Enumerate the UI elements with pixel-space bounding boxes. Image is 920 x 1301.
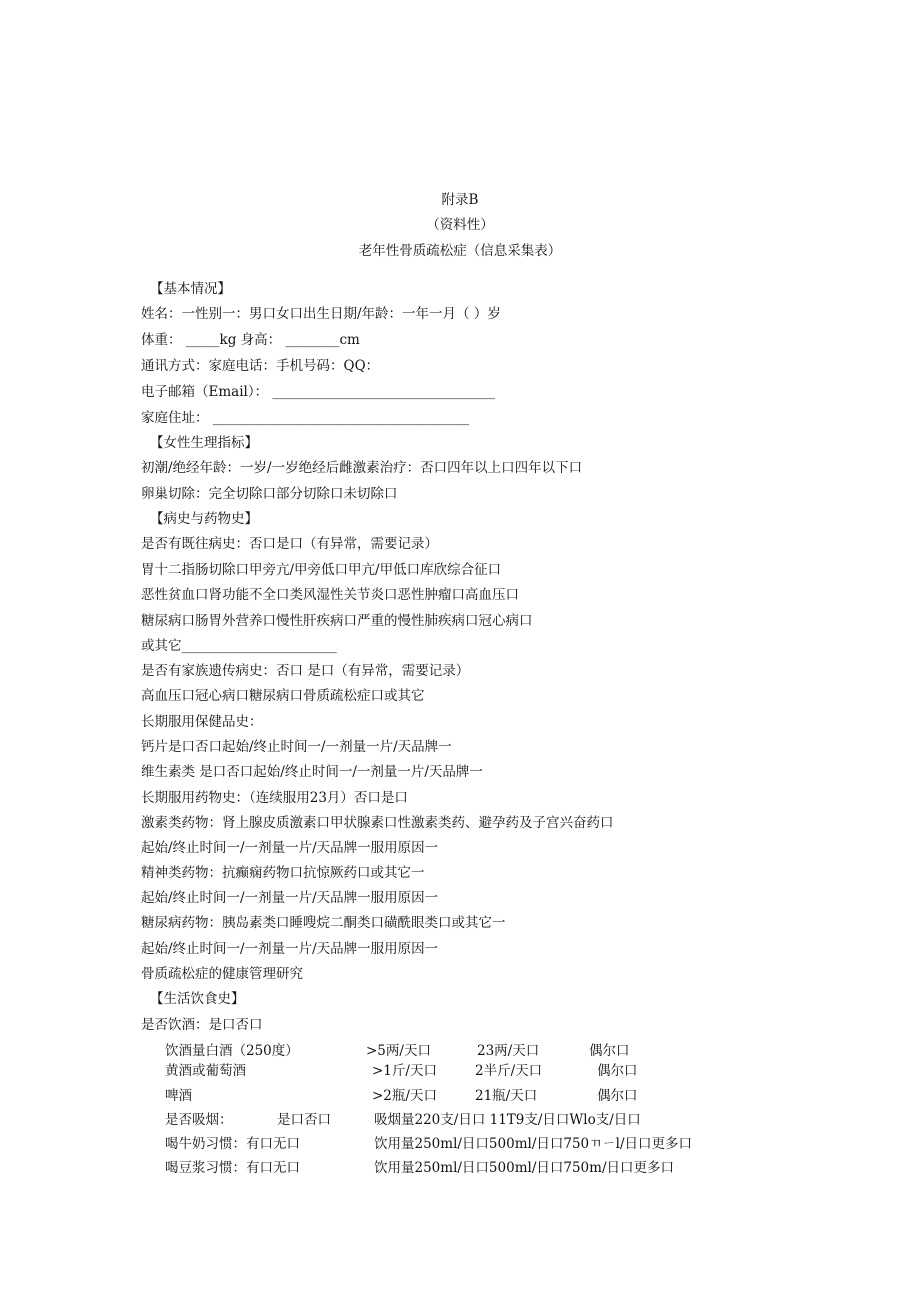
smoke-options: 是口否口	[277, 1112, 331, 1128]
milk-habit-label: 喝牛奶习惯：有口无口	[165, 1136, 300, 1152]
address-line: 家庭住址： ______________________________________	[141, 410, 470, 426]
history-line: 是否有既往病史：否口是口（有异常，需要记录）	[141, 536, 438, 552]
history-line: 长期服用保健品史：	[141, 714, 263, 730]
drink-row-option: >1斤/天口	[372, 1063, 437, 1079]
history-line: 高血压口冠心病口糖尿病口骨质疏松症口或其它	[141, 688, 425, 704]
history-line: 长期服用药物史：（连续服用23月）否口是口	[141, 790, 408, 806]
history-line: 恶性贫血口肾功能不全口类风湿性关节炎口恶性肿瘤口高血压口	[141, 587, 519, 603]
section-history-heading: 【病史与药物史】	[150, 511, 258, 527]
drink-row-label: 啤酒	[165, 1088, 192, 1104]
history-line: 骨质疏松症的健康管理研究	[141, 966, 303, 982]
name-gender-birth-line: 姓名：一性别一：男口女口出生日期/年龄：一年一月（ ）岁	[141, 306, 501, 322]
ovary-removal-line: 卵巢切除：完全切除口部分切除口未切除口	[141, 486, 398, 502]
history-line: 维生素类 是口否口起始/终止时间一/一剂量一片/天品牌一	[141, 764, 483, 780]
drink-row-option: >5两/天口	[366, 1043, 431, 1059]
drink-row-option: 21瓶/天口	[475, 1088, 538, 1104]
drink-row-option: 23两/天口	[477, 1043, 540, 1059]
history-line: 或其它_______________________	[141, 638, 337, 654]
drink-question: 是否饮酒：是口否口	[141, 1017, 263, 1033]
email-line: 电子邮箱（Email）： _________________________________	[141, 384, 496, 400]
history-line: 是否有家族遗传病史：否口 是口（有异常，需要记录）	[141, 663, 470, 679]
drink-row-label: 饮酒量白酒（250度）	[165, 1043, 299, 1059]
history-line: 糖尿病药物：胰岛素类口睡嗖烷二酮类口磺酰眼类口或其它一	[141, 915, 506, 931]
drink-row-option: 偶尔口	[597, 1088, 638, 1104]
drink-row-option: 2半斤/天口	[475, 1063, 543, 1079]
section-diet-heading: 【生活饮食史】	[150, 991, 245, 1007]
history-line: 起始/终止时间一/一剂量一片/天品牌一服用原因一	[141, 840, 439, 856]
smoke-label: 是否吸烟：	[165, 1112, 233, 1128]
smoke-amounts: 吸烟量220支/日口 11T9支/日口Wlo支/日口	[374, 1112, 641, 1128]
milk-amounts: 饮用量250ml/日口500ml/日口750ㄲㄧl/日口更多口	[374, 1136, 693, 1152]
contact-line: 通讯方式：家庭电话：手机号码：QQ：	[141, 358, 380, 374]
appendix-label: 附录B	[441, 192, 479, 208]
history-line: 精神类药物：抗癫痫药物口抗惊厥药口或其它一	[141, 865, 425, 881]
history-line: 起始/终止时间一/一剂量一片/天品牌一服用原因一	[141, 941, 439, 957]
history-line: 糖尿病口肠胃外营养口慢性肝疾病口严重的慢性肺疾病口冠心病口	[141, 613, 533, 629]
history-line: 激素类药物：肾上腺皮质激素口甲状腺素口性激素类药、避孕药及子宫兴奋药口	[141, 815, 614, 831]
drink-row-option: 偶尔口	[597, 1063, 638, 1079]
history-line: 起始/终止时间一/一剂量一片/天品牌一服用原因一	[141, 890, 439, 906]
soy-habit-label: 喝豆浆习惯：有口无口	[165, 1160, 300, 1176]
menarche-menopause-line: 初潮/绝经年龄：一岁/一岁绝经后雌激素治疗：否口四年以上口四年以下口	[141, 460, 583, 476]
drink-row-option: >2瓶/天口	[372, 1088, 437, 1104]
form-title: 老年性骨质疏松症（信息采集表）	[358, 243, 562, 259]
nature-label: （资料性）	[426, 217, 494, 233]
history-line: 胃十二指肠切除口甲旁亢/甲旁低口甲亢/甲低口库欣综合征口	[141, 562, 502, 578]
section-female-heading: 【女性生理指标】	[150, 435, 258, 451]
history-line: 钙片是口否口起始/终止时间一/一剂量一片/天品牌一	[141, 739, 452, 755]
drink-row-option: 偶尔口	[589, 1043, 630, 1059]
weight-height-line: 体重： _____kg 身高： ________cm	[141, 332, 360, 348]
drink-row-label: 黄酒或葡萄酒	[165, 1063, 246, 1079]
section-basic-heading: 【基本情况】	[150, 281, 231, 297]
soy-amounts: 饮用量250ml/日口500ml/日口750m/日口更多口	[374, 1160, 674, 1176]
